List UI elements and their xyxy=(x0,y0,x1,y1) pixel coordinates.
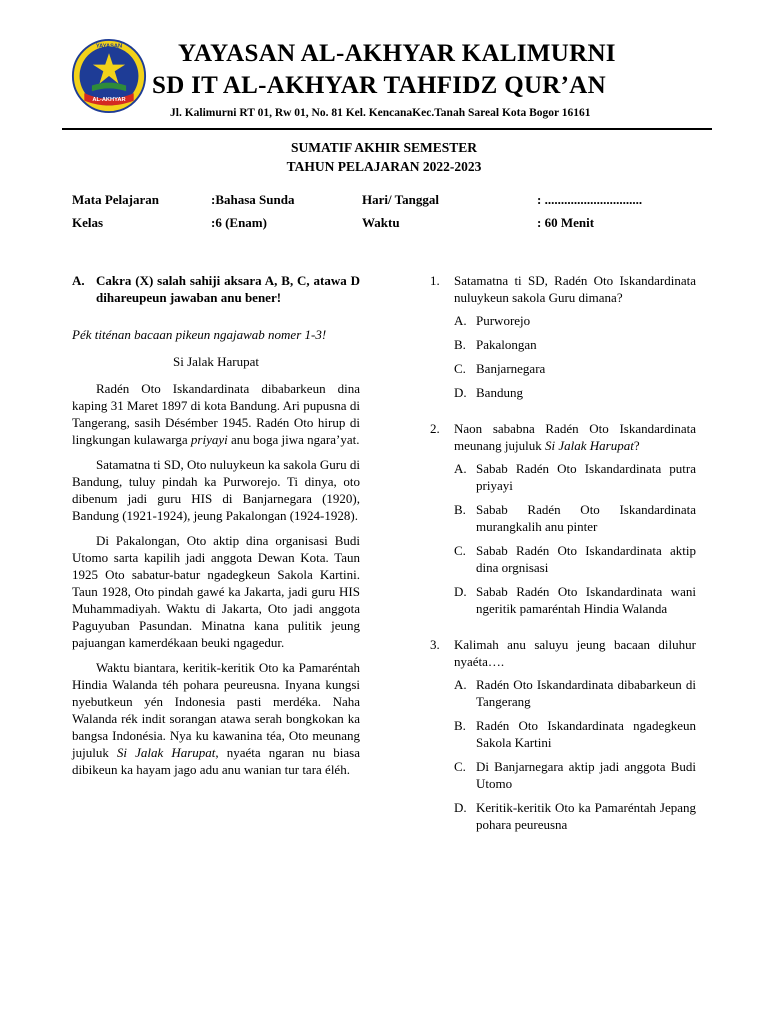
question-text: Naon sababna Radén Oto Iskandardinata meunang jujuluk Si Jalak Harupat? xyxy=(454,421,696,453)
question-3 xyxy=(430,636,696,670)
question-2-option-c[interactable]: C. Sabab Radén Oto Iskandardinata aktip dina orgnisasi xyxy=(454,543,696,575)
story-paragraph-4: Waktu biantara, keritik-keritik Oto ka Pamaréntah Hindia Walanda téh pohara peureusna. Inyana kungsi nyebutkeun yén Indonesia pasti merdéka. Naha Walanda rék indit sorangan atawa serah bongkokan ka bangsa Indonésia. Nya ku kawanina téa, Oto meunang jujuluk Si Jalak Harupat, nyaéta ngaran nu biasa dibikeun ka hayam jago adu anu wanian tur tara éléh. xyxy=(72,660,360,777)
question-number: 3. xyxy=(430,637,440,652)
reading-column xyxy=(72,272,360,786)
logo-ribbon-text: AL-AKHYAR xyxy=(92,97,126,104)
question-3-option-a[interactable]: A. Radén Oto Iskandardinata dibabarkeun di Tangerang xyxy=(454,677,696,709)
subject-label: Mata Pelajaran xyxy=(72,192,160,207)
day-label: Hari/ Tanggal xyxy=(362,192,439,207)
reading-instruction: Pék titénan bacaan pikeun ngajawab nomer 1-3! xyxy=(72,327,327,342)
header-divider xyxy=(62,128,712,130)
question-2-option-b[interactable]: B. Sabab Radén Oto Iskandardinata murangkalih anu pinter xyxy=(454,502,696,534)
question-3-option-d[interactable]: D. Keritik-keritik Oto ka Pamaréntah Jepang pohara peureusna xyxy=(454,800,696,832)
time-label: Waktu xyxy=(362,215,400,230)
question-2 xyxy=(430,420,696,454)
story-paragraph-1: Radén Oto Iskandardinata dibabarkeun dina kaping 31 Maret 1897 di kota Bandung. Ari pupusna di Tangerang, sasih Désémber 1945. Radén Oto hirup di lingkungan kulawarga priyayi anu boga jiwa ngara’yat. xyxy=(72,381,360,447)
school-name: SD IT AL-AKHYAR TAHFIDZ QUR’AN xyxy=(152,72,606,99)
questions-column xyxy=(430,272,696,840)
question-number: 1. xyxy=(430,273,440,288)
question-3-option-b[interactable]: B. Radén Oto Iskandardinata ngadegkeun Sakola Kartini xyxy=(454,718,696,750)
question-1 xyxy=(430,272,696,306)
question-1-option-c[interactable]: C. Banjarnegara xyxy=(454,361,546,376)
school-logo xyxy=(70,38,148,114)
story-paragraph-2: Satamatna ti SD, Oto nuluykeun ka sakola Guru di Bandung, tuluy pindah ka Purworejo. Ti dinya, oto dibenum jadi guru HIS di Banjarnegara (1920), Bandung (1921-1924), jeung Pakalongan (1924-1928). xyxy=(72,457,360,523)
school-address: Jl. Kalimurni RT 01, Rw 01, No. 81 Kel. KencanaKec.Tanah Sareal Kota Bogor 16161 xyxy=(170,107,591,119)
section-a-heading xyxy=(72,272,360,306)
foundation-name: YAYASAN AL-AKHYAR KALIMURNI xyxy=(178,40,616,67)
question-2-option-a[interactable]: A. Sabab Radén Oto Iskandardinata putra priyayi xyxy=(454,461,696,493)
time-value: : 60 Menit xyxy=(537,215,595,230)
story-title: Si Jalak Harupat xyxy=(173,354,259,369)
question-1-option-b[interactable]: B. Pakalongan xyxy=(454,337,537,352)
question-1-option-d[interactable]: D. Bandung xyxy=(454,385,523,400)
subject-value: :Bahasa Sunda xyxy=(211,192,295,207)
question-2-option-d[interactable]: D. Sabab Radén Oto Iskandardinata wani ngeritik pamaréntah Hindia Walanda xyxy=(454,584,696,616)
question-3-option-c[interactable]: C. Di Banjarnegara aktip jadi anggota Budi Utomo xyxy=(454,759,696,791)
exam-year: TAHUN PELAJARAN 2022-2023 xyxy=(286,159,482,174)
question-text: Satamatna ti SD, Radén Oto Iskandardinata nuluykeun sakola Guru dimana? xyxy=(454,273,696,305)
section-a-text: Cakra (X) salah sahiji aksara A, B, C, atawa D dihareupeun jawaban anu bener! xyxy=(96,273,360,305)
question-number: 2. xyxy=(430,421,440,436)
letterhead xyxy=(0,0,768,130)
logo-top-text: YAYASAN xyxy=(95,43,123,50)
exam-title: SUMATIF AKHIR SEMESTER xyxy=(290,140,478,155)
day-value: : .............................. xyxy=(537,192,643,207)
question-1-option-a[interactable]: A. Purworejo xyxy=(454,313,531,328)
section-a-mark: A. xyxy=(72,273,85,288)
story-paragraph-3: Di Pakalongan, Oto aktip dina organisasi Budi Utomo sarta kapilih jadi anggota Dewan Kota. Taun 1925 Oto sabatur-batur ngadegkeun Sakola Kartini. Taun 1928, Oto pindah gawé ka Jakarta, jadi guru HIS Muhammadiyah. Waktu di Jakarta, Oto jadi anggota Paguyuban Pasundan. Minatna kana pulitik jeung pajuangan kamerdékaan beuki ngagedur. xyxy=(72,533,360,650)
class-value: :6 (Enam) xyxy=(211,215,267,230)
class-label: Kelas xyxy=(72,215,104,230)
question-text: Kalimah anu saluyu jeung bacaan diluhur nyaéta…. xyxy=(454,637,696,669)
